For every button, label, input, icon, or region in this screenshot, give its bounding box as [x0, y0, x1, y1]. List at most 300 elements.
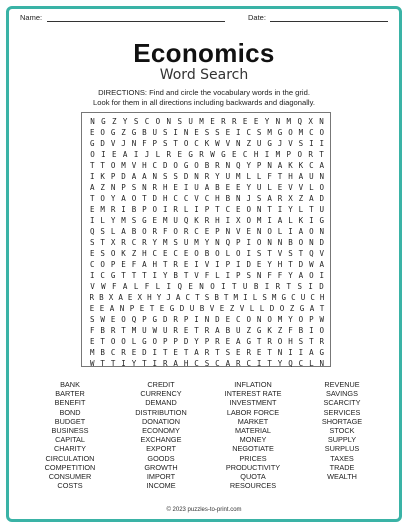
- grid-letter[interactable]: N: [319, 117, 324, 126]
- grid-letter[interactable]: D: [215, 315, 220, 324]
- grid-letter[interactable]: T: [100, 337, 105, 346]
- grid-letter[interactable]: Z: [112, 117, 117, 126]
- grid-letter[interactable]: E: [173, 348, 178, 357]
- grid-letter[interactable]: N: [236, 194, 241, 203]
- grid-letter[interactable]: E: [89, 128, 95, 137]
- grid-letter[interactable]: A: [215, 326, 220, 335]
- grid-letter[interactable]: O: [100, 194, 105, 203]
- grid-letter[interactable]: T: [232, 282, 237, 291]
- grid-letter[interactable]: O: [277, 337, 283, 346]
- grid-letter[interactable]: I: [89, 216, 95, 225]
- grid-letter[interactable]: X: [110, 238, 116, 247]
- grid-letter[interactable]: G: [256, 326, 262, 335]
- grid-letter[interactable]: O: [309, 271, 314, 280]
- grid-letter[interactable]: C: [110, 348, 116, 357]
- grid-letter[interactable]: M: [199, 117, 204, 126]
- grid-letter[interactable]: G: [188, 150, 193, 159]
- grid-letter[interactable]: Q: [225, 238, 231, 247]
- grid-letter[interactable]: E: [236, 183, 241, 192]
- grid-letter[interactable]: F: [204, 271, 210, 280]
- grid-letter[interactable]: C: [194, 227, 199, 236]
- grid-letter[interactable]: V: [319, 249, 325, 258]
- grid-letter[interactable]: R: [173, 205, 178, 214]
- grid-letter[interactable]: X: [308, 117, 313, 126]
- grid-letter[interactable]: H: [152, 260, 158, 269]
- grid-letter[interactable]: O: [131, 194, 137, 203]
- grid-letter[interactable]: R: [221, 117, 226, 126]
- grid-letter[interactable]: K: [288, 161, 293, 170]
- grid-letter[interactable]: L: [131, 337, 137, 346]
- grid-letter[interactable]: N: [152, 172, 158, 181]
- grid-letter[interactable]: V: [298, 183, 304, 192]
- grid-letter[interactable]: M: [286, 117, 292, 126]
- grid-letter[interactable]: S: [298, 337, 304, 346]
- grid-letter[interactable]: R: [215, 161, 220, 170]
- grid-letter[interactable]: D: [319, 194, 325, 203]
- grid-letter[interactable]: T: [256, 337, 262, 346]
- grid-letter[interactable]: C: [242, 150, 248, 159]
- grid-letter[interactable]: T: [195, 293, 200, 302]
- grid-letter[interactable]: E: [183, 260, 189, 269]
- grid-letter[interactable]: S: [262, 293, 267, 302]
- grid-letter[interactable]: W: [215, 139, 220, 148]
- grid-letter[interactable]: P: [286, 150, 292, 159]
- grid-letter[interactable]: U: [183, 238, 189, 247]
- grid-letter[interactable]: F: [144, 282, 150, 291]
- grid-letter[interactable]: O: [152, 205, 158, 214]
- grid-letter[interactable]: D: [121, 172, 126, 181]
- grid-letter[interactable]: S: [173, 238, 178, 247]
- grid-letter[interactable]: P: [204, 205, 210, 214]
- grid-letter[interactable]: O: [279, 304, 285, 313]
- grid-letter[interactable]: O: [297, 150, 302, 159]
- grid-letter[interactable]: B: [225, 326, 231, 335]
- grid-letter[interactable]: I: [166, 282, 172, 291]
- grid-letter[interactable]: R: [275, 282, 281, 291]
- grid-letter[interactable]: R: [173, 260, 178, 269]
- grid-letter[interactable]: E: [225, 315, 231, 324]
- grid-letter[interactable]: G: [267, 139, 272, 148]
- grid-letter[interactable]: S: [256, 249, 262, 258]
- grid-letter[interactable]: V: [194, 271, 199, 280]
- grid-letter[interactable]: E: [188, 282, 193, 291]
- grid-letter[interactable]: I: [152, 271, 158, 280]
- grid-letter[interactable]: Y: [162, 271, 168, 280]
- grid-letter[interactable]: O: [319, 183, 325, 192]
- grid-letter[interactable]: L: [298, 205, 304, 214]
- grid-letter[interactable]: A: [309, 194, 314, 203]
- grid-letter[interactable]: Y: [246, 161, 251, 170]
- grid-letter[interactable]: Q: [297, 117, 302, 126]
- grid-letter[interactable]: F: [277, 271, 283, 280]
- grid-letter[interactable]: R: [173, 315, 178, 324]
- grid-letter[interactable]: C: [194, 359, 199, 368]
- grid-letter[interactable]: E: [219, 304, 225, 313]
- grid-letter[interactable]: Q: [288, 359, 293, 368]
- grid-letter[interactable]: G: [221, 150, 226, 159]
- grid-letter[interactable]: A: [122, 282, 128, 291]
- grid-letter[interactable]: S: [162, 172, 168, 181]
- grid-letter[interactable]: D: [162, 161, 168, 170]
- grid-letter[interactable]: Y: [277, 359, 283, 368]
- grid-letter[interactable]: F: [142, 139, 147, 148]
- grid-letter[interactable]: I: [194, 260, 199, 269]
- grid-letter[interactable]: B: [99, 293, 104, 302]
- grid-letter[interactable]: S: [162, 139, 168, 148]
- grid-letter[interactable]: C: [204, 194, 210, 203]
- grid-letter[interactable]: N: [319, 359, 325, 368]
- grid-letter[interactable]: E: [204, 227, 210, 236]
- grid-letter[interactable]: V: [277, 249, 283, 258]
- grid-letter[interactable]: C: [215, 359, 220, 368]
- grid-letter[interactable]: M: [298, 128, 304, 137]
- grid-letter[interactable]: I: [264, 282, 270, 291]
- grid-letter[interactable]: S: [246, 271, 251, 280]
- grid-letter[interactable]: H: [277, 260, 283, 269]
- grid-letter[interactable]: N: [131, 139, 137, 148]
- grid-letter[interactable]: I: [152, 348, 158, 357]
- grid-letter[interactable]: V: [288, 183, 293, 192]
- grid-letter[interactable]: N: [119, 304, 125, 313]
- grid-letter[interactable]: T: [288, 260, 293, 269]
- grid-letter[interactable]: U: [225, 172, 231, 181]
- grid-letter[interactable]: C: [309, 128, 314, 137]
- grid-letter[interactable]: V: [288, 139, 293, 148]
- grid-letter[interactable]: B: [253, 282, 259, 291]
- grid-letter[interactable]: G: [319, 348, 325, 357]
- grid-letter[interactable]: Z: [246, 139, 251, 148]
- grid-letter[interactable]: G: [246, 337, 251, 346]
- grid-letter[interactable]: P: [129, 304, 135, 313]
- grid-letter[interactable]: L: [215, 271, 220, 280]
- grid-letter[interactable]: S: [89, 315, 95, 324]
- grid-letter[interactable]: T: [267, 205, 272, 214]
- grid-letter[interactable]: L: [100, 216, 105, 225]
- grid-letter[interactable]: M: [131, 326, 137, 335]
- grid-letter[interactable]: O: [100, 260, 105, 269]
- grid-letter[interactable]: K: [267, 326, 272, 335]
- grid-letter[interactable]: L: [246, 172, 251, 181]
- grid-letter[interactable]: U: [300, 293, 306, 302]
- grid-letter[interactable]: R: [204, 326, 210, 335]
- grid-letter[interactable]: G: [110, 271, 116, 280]
- grid-letter[interactable]: M: [275, 150, 281, 159]
- grid-letter[interactable]: A: [319, 260, 325, 269]
- grid-letter[interactable]: E: [183, 249, 189, 258]
- grid-letter[interactable]: A: [319, 161, 325, 170]
- grid-letter[interactable]: T: [183, 271, 189, 280]
- grid-letter[interactable]: O: [183, 139, 189, 148]
- grid-letter[interactable]: A: [173, 359, 178, 368]
- grid-letter[interactable]: T: [319, 304, 325, 313]
- grid-letter[interactable]: D: [183, 172, 189, 181]
- grid-letter[interactable]: L: [288, 216, 293, 225]
- grid-letter[interactable]: T: [183, 348, 189, 357]
- grid-letter[interactable]: O: [309, 227, 314, 236]
- grid-letter[interactable]: T: [121, 326, 126, 335]
- grid-letter[interactable]: F: [112, 282, 117, 291]
- grid-letter[interactable]: E: [89, 304, 95, 313]
- grid-letter[interactable]: S: [162, 128, 168, 137]
- grid-letter[interactable]: O: [194, 161, 199, 170]
- grid-letter[interactable]: N: [319, 227, 325, 236]
- grid-letter[interactable]: E: [99, 304, 105, 313]
- grid-letter[interactable]: A: [277, 216, 283, 225]
- grid-letter[interactable]: T: [277, 172, 283, 181]
- grid-letter[interactable]: R: [89, 293, 95, 302]
- grid-letter[interactable]: R: [308, 150, 313, 159]
- grid-letter[interactable]: H: [142, 161, 147, 170]
- grid-letter[interactable]: E: [89, 337, 95, 346]
- grid-letter[interactable]: I: [121, 359, 126, 368]
- grid-letter[interactable]: T: [309, 205, 314, 214]
- grid-letter[interactable]: D: [246, 260, 251, 269]
- grid-letter[interactable]: A: [267, 194, 272, 203]
- grid-letter[interactable]: E: [183, 326, 189, 335]
- grid-letter[interactable]: B: [142, 128, 147, 137]
- grid-letter[interactable]: G: [110, 128, 116, 137]
- word-search-grid[interactable]: [81, 112, 331, 367]
- grid-letter[interactable]: Z: [277, 326, 283, 335]
- grid-letter[interactable]: D: [100, 139, 105, 148]
- grid-letter[interactable]: C: [291, 293, 296, 302]
- grid-letter[interactable]: T: [223, 293, 229, 302]
- grid-letter[interactable]: I: [152, 359, 158, 368]
- grid-letter[interactable]: F: [288, 326, 293, 335]
- grid-letter[interactable]: N: [267, 161, 272, 170]
- grid-letter[interactable]: S: [100, 249, 105, 258]
- grid-letter[interactable]: C: [246, 128, 251, 137]
- grid-letter[interactable]: U: [194, 183, 199, 192]
- grid-letter[interactable]: A: [204, 183, 210, 192]
- grid-letter[interactable]: C: [185, 293, 191, 302]
- grid-letter[interactable]: U: [152, 128, 158, 137]
- grid-letter[interactable]: X: [236, 216, 241, 225]
- grid-letter[interactable]: I: [183, 183, 189, 192]
- grid-letter[interactable]: A: [277, 161, 283, 170]
- grid-letter[interactable]: T: [267, 249, 272, 258]
- grid-letter[interactable]: K: [194, 216, 199, 225]
- grid-letter[interactable]: J: [277, 139, 283, 148]
- grid-letter[interactable]: E: [89, 205, 95, 214]
- grid-letter[interactable]: H: [162, 194, 168, 203]
- grid-letter[interactable]: C: [298, 359, 304, 368]
- grid-letter[interactable]: W: [319, 315, 325, 324]
- grid-letter[interactable]: M: [162, 238, 168, 247]
- grid-letter[interactable]: V: [225, 139, 231, 148]
- grid-letter[interactable]: L: [277, 227, 283, 236]
- grid-letter[interactable]: Q: [177, 282, 182, 291]
- grid-letter[interactable]: X: [108, 293, 114, 302]
- grid-letter[interactable]: A: [142, 260, 147, 269]
- grid-letter[interactable]: I: [133, 150, 139, 159]
- grid-letter[interactable]: Y: [194, 337, 199, 346]
- grid-letter[interactable]: G: [89, 139, 95, 148]
- grid-letter[interactable]: I: [173, 128, 178, 137]
- grid-letter[interactable]: K: [298, 161, 304, 170]
- grid-letter[interactable]: X: [137, 293, 143, 302]
- grid-letter[interactable]: S: [131, 183, 137, 192]
- grid-letter[interactable]: G: [299, 304, 305, 313]
- grid-letter[interactable]: A: [298, 271, 304, 280]
- grid-letter[interactable]: E: [152, 216, 158, 225]
- grid-letter[interactable]: E: [246, 227, 251, 236]
- grid-letter[interactable]: H: [319, 293, 325, 302]
- grid-letter[interactable]: H: [288, 172, 293, 181]
- grid-letter[interactable]: I: [264, 150, 270, 159]
- grid-letter[interactable]: O: [319, 128, 325, 137]
- grid-letter[interactable]: U: [188, 117, 193, 126]
- grid-letter[interactable]: S: [100, 227, 105, 236]
- grid-letter[interactable]: W: [89, 359, 95, 368]
- grid-letter[interactable]: S: [256, 128, 262, 137]
- grid-letter[interactable]: U: [256, 139, 262, 148]
- grid-letter[interactable]: C: [309, 161, 314, 170]
- grid-letter[interactable]: N: [309, 238, 314, 247]
- grid-letter[interactable]: I: [309, 216, 314, 225]
- grid-letter[interactable]: C: [173, 249, 178, 258]
- grid-letter[interactable]: V: [110, 139, 116, 148]
- grid-letter[interactable]: O: [155, 117, 161, 126]
- grid-letter[interactable]: N: [142, 183, 147, 192]
- grid-letter[interactable]: A: [121, 194, 126, 203]
- grid-letter[interactable]: H: [288, 337, 293, 346]
- grid-letter[interactable]: R: [232, 117, 237, 126]
- grid-letter[interactable]: T: [142, 271, 147, 280]
- grid-letter[interactable]: K: [100, 172, 105, 181]
- grid-letter[interactable]: F: [267, 172, 272, 181]
- grid-letter[interactable]: Q: [131, 315, 137, 324]
- grid-letter[interactable]: B: [215, 183, 220, 192]
- grid-letter[interactable]: B: [100, 348, 105, 357]
- grid-letter[interactable]: H: [253, 150, 259, 159]
- grid-letter[interactable]: T: [121, 271, 126, 280]
- grid-letter[interactable]: W: [309, 260, 314, 269]
- grid-letter[interactable]: Z: [131, 249, 137, 258]
- grid-letter[interactable]: P: [152, 139, 158, 148]
- grid-letter[interactable]: T: [173, 139, 178, 148]
- grid-letter[interactable]: R: [267, 337, 272, 346]
- grid-letter[interactable]: D: [162, 315, 168, 324]
- grid-letter[interactable]: C: [100, 271, 105, 280]
- grid-letter[interactable]: Z: [289, 304, 295, 313]
- grid-letter[interactable]: A: [298, 227, 304, 236]
- grid-letter[interactable]: E: [159, 304, 165, 313]
- grid-letter[interactable]: N: [90, 117, 95, 126]
- grid-letter[interactable]: O: [152, 337, 158, 346]
- grid-letter[interactable]: C: [246, 359, 251, 368]
- grid-letter[interactable]: H: [142, 249, 147, 258]
- grid-letter[interactable]: A: [89, 183, 95, 192]
- grid-letter[interactable]: P: [225, 260, 231, 269]
- grid-letter[interactable]: S: [177, 117, 182, 126]
- grid-letter[interactable]: Q: [183, 216, 189, 225]
- grid-letter[interactable]: B: [204, 249, 210, 258]
- grid-letter[interactable]: C: [236, 315, 241, 324]
- grid-letter[interactable]: Q: [236, 161, 241, 170]
- grid-letter[interactable]: E: [253, 117, 259, 126]
- grid-letter[interactable]: R: [121, 238, 126, 247]
- grid-letter[interactable]: J: [166, 293, 171, 302]
- grid-letter[interactable]: V: [194, 194, 199, 203]
- grid-letter[interactable]: G: [277, 128, 283, 137]
- grid-letter[interactable]: R: [204, 348, 210, 357]
- grid-letter[interactable]: C: [225, 205, 231, 214]
- grid-letter[interactable]: P: [162, 337, 168, 346]
- grid-letter[interactable]: O: [90, 150, 95, 159]
- grid-letter[interactable]: U: [162, 326, 168, 335]
- grid-letter[interactable]: I: [288, 348, 293, 357]
- grid-letter[interactable]: G: [319, 216, 325, 225]
- grid-letter[interactable]: E: [110, 315, 116, 324]
- grid-letter[interactable]: T: [89, 161, 95, 170]
- grid-letter[interactable]: A: [131, 172, 137, 181]
- grid-letter[interactable]: U: [189, 304, 195, 313]
- grid-letter[interactable]: M: [233, 293, 239, 302]
- grid-letter[interactable]: M: [162, 216, 168, 225]
- grid-letter[interactable]: V: [90, 282, 95, 291]
- grid-letter[interactable]: T: [298, 249, 304, 258]
- grid-letter[interactable]: Z: [229, 304, 235, 313]
- grid-letter[interactable]: F: [131, 260, 137, 269]
- grid-letter[interactable]: O: [100, 128, 105, 137]
- grid-letter[interactable]: L: [267, 183, 272, 192]
- grid-letter[interactable]: E: [256, 348, 262, 357]
- grid-letter[interactable]: M: [236, 172, 241, 181]
- grid-letter[interactable]: C: [152, 249, 158, 258]
- grid-letter[interactable]: N: [215, 238, 220, 247]
- grid-letter[interactable]: I: [308, 282, 313, 291]
- grid-letter[interactable]: E: [162, 249, 168, 258]
- grid-letter[interactable]: R: [162, 359, 168, 368]
- grid-letter[interactable]: R: [121, 348, 126, 357]
- grid-letter[interactable]: A: [118, 293, 123, 302]
- grid-letter[interactable]: Y: [152, 238, 158, 247]
- grid-letter[interactable]: U: [309, 172, 314, 181]
- grid-letter[interactable]: O: [319, 326, 325, 335]
- grid-letter[interactable]: E: [277, 183, 283, 192]
- grid-letter[interactable]: N: [275, 117, 281, 126]
- grid-letter[interactable]: Y: [215, 172, 220, 181]
- grid-letter[interactable]: R: [246, 348, 251, 357]
- grid-letter[interactable]: B: [131, 205, 137, 214]
- grid-letter[interactable]: R: [236, 359, 241, 368]
- grid-letter[interactable]: T: [319, 150, 324, 159]
- grid-letter[interactable]: L: [259, 304, 265, 313]
- grid-letter[interactable]: P: [121, 183, 126, 192]
- grid-letter[interactable]: S: [225, 348, 231, 357]
- grid-letter[interactable]: O: [267, 315, 272, 324]
- grid-letter[interactable]: T: [89, 194, 95, 203]
- grid-letter[interactable]: I: [267, 216, 272, 225]
- grid-letter[interactable]: I: [236, 128, 241, 137]
- grid-letter[interactable]: R: [142, 238, 147, 247]
- grid-letter[interactable]: P: [142, 315, 147, 324]
- grid-letter[interactable]: O: [121, 315, 126, 324]
- grid-letter[interactable]: E: [194, 128, 199, 137]
- grid-letter[interactable]: N: [256, 315, 262, 324]
- grid-letter[interactable]: R: [199, 150, 204, 159]
- grid-letter[interactable]: T: [142, 194, 147, 203]
- grid-letter[interactable]: B: [298, 326, 304, 335]
- grid-letter[interactable]: H: [215, 194, 220, 203]
- grid-letter[interactable]: M: [267, 128, 272, 137]
- grid-letter[interactable]: R: [183, 227, 189, 236]
- grid-letter[interactable]: H: [162, 183, 168, 192]
- grid-letter[interactable]: T: [100, 359, 105, 368]
- grid-letter[interactable]: B: [214, 293, 219, 302]
- grid-letter[interactable]: O: [236, 249, 241, 258]
